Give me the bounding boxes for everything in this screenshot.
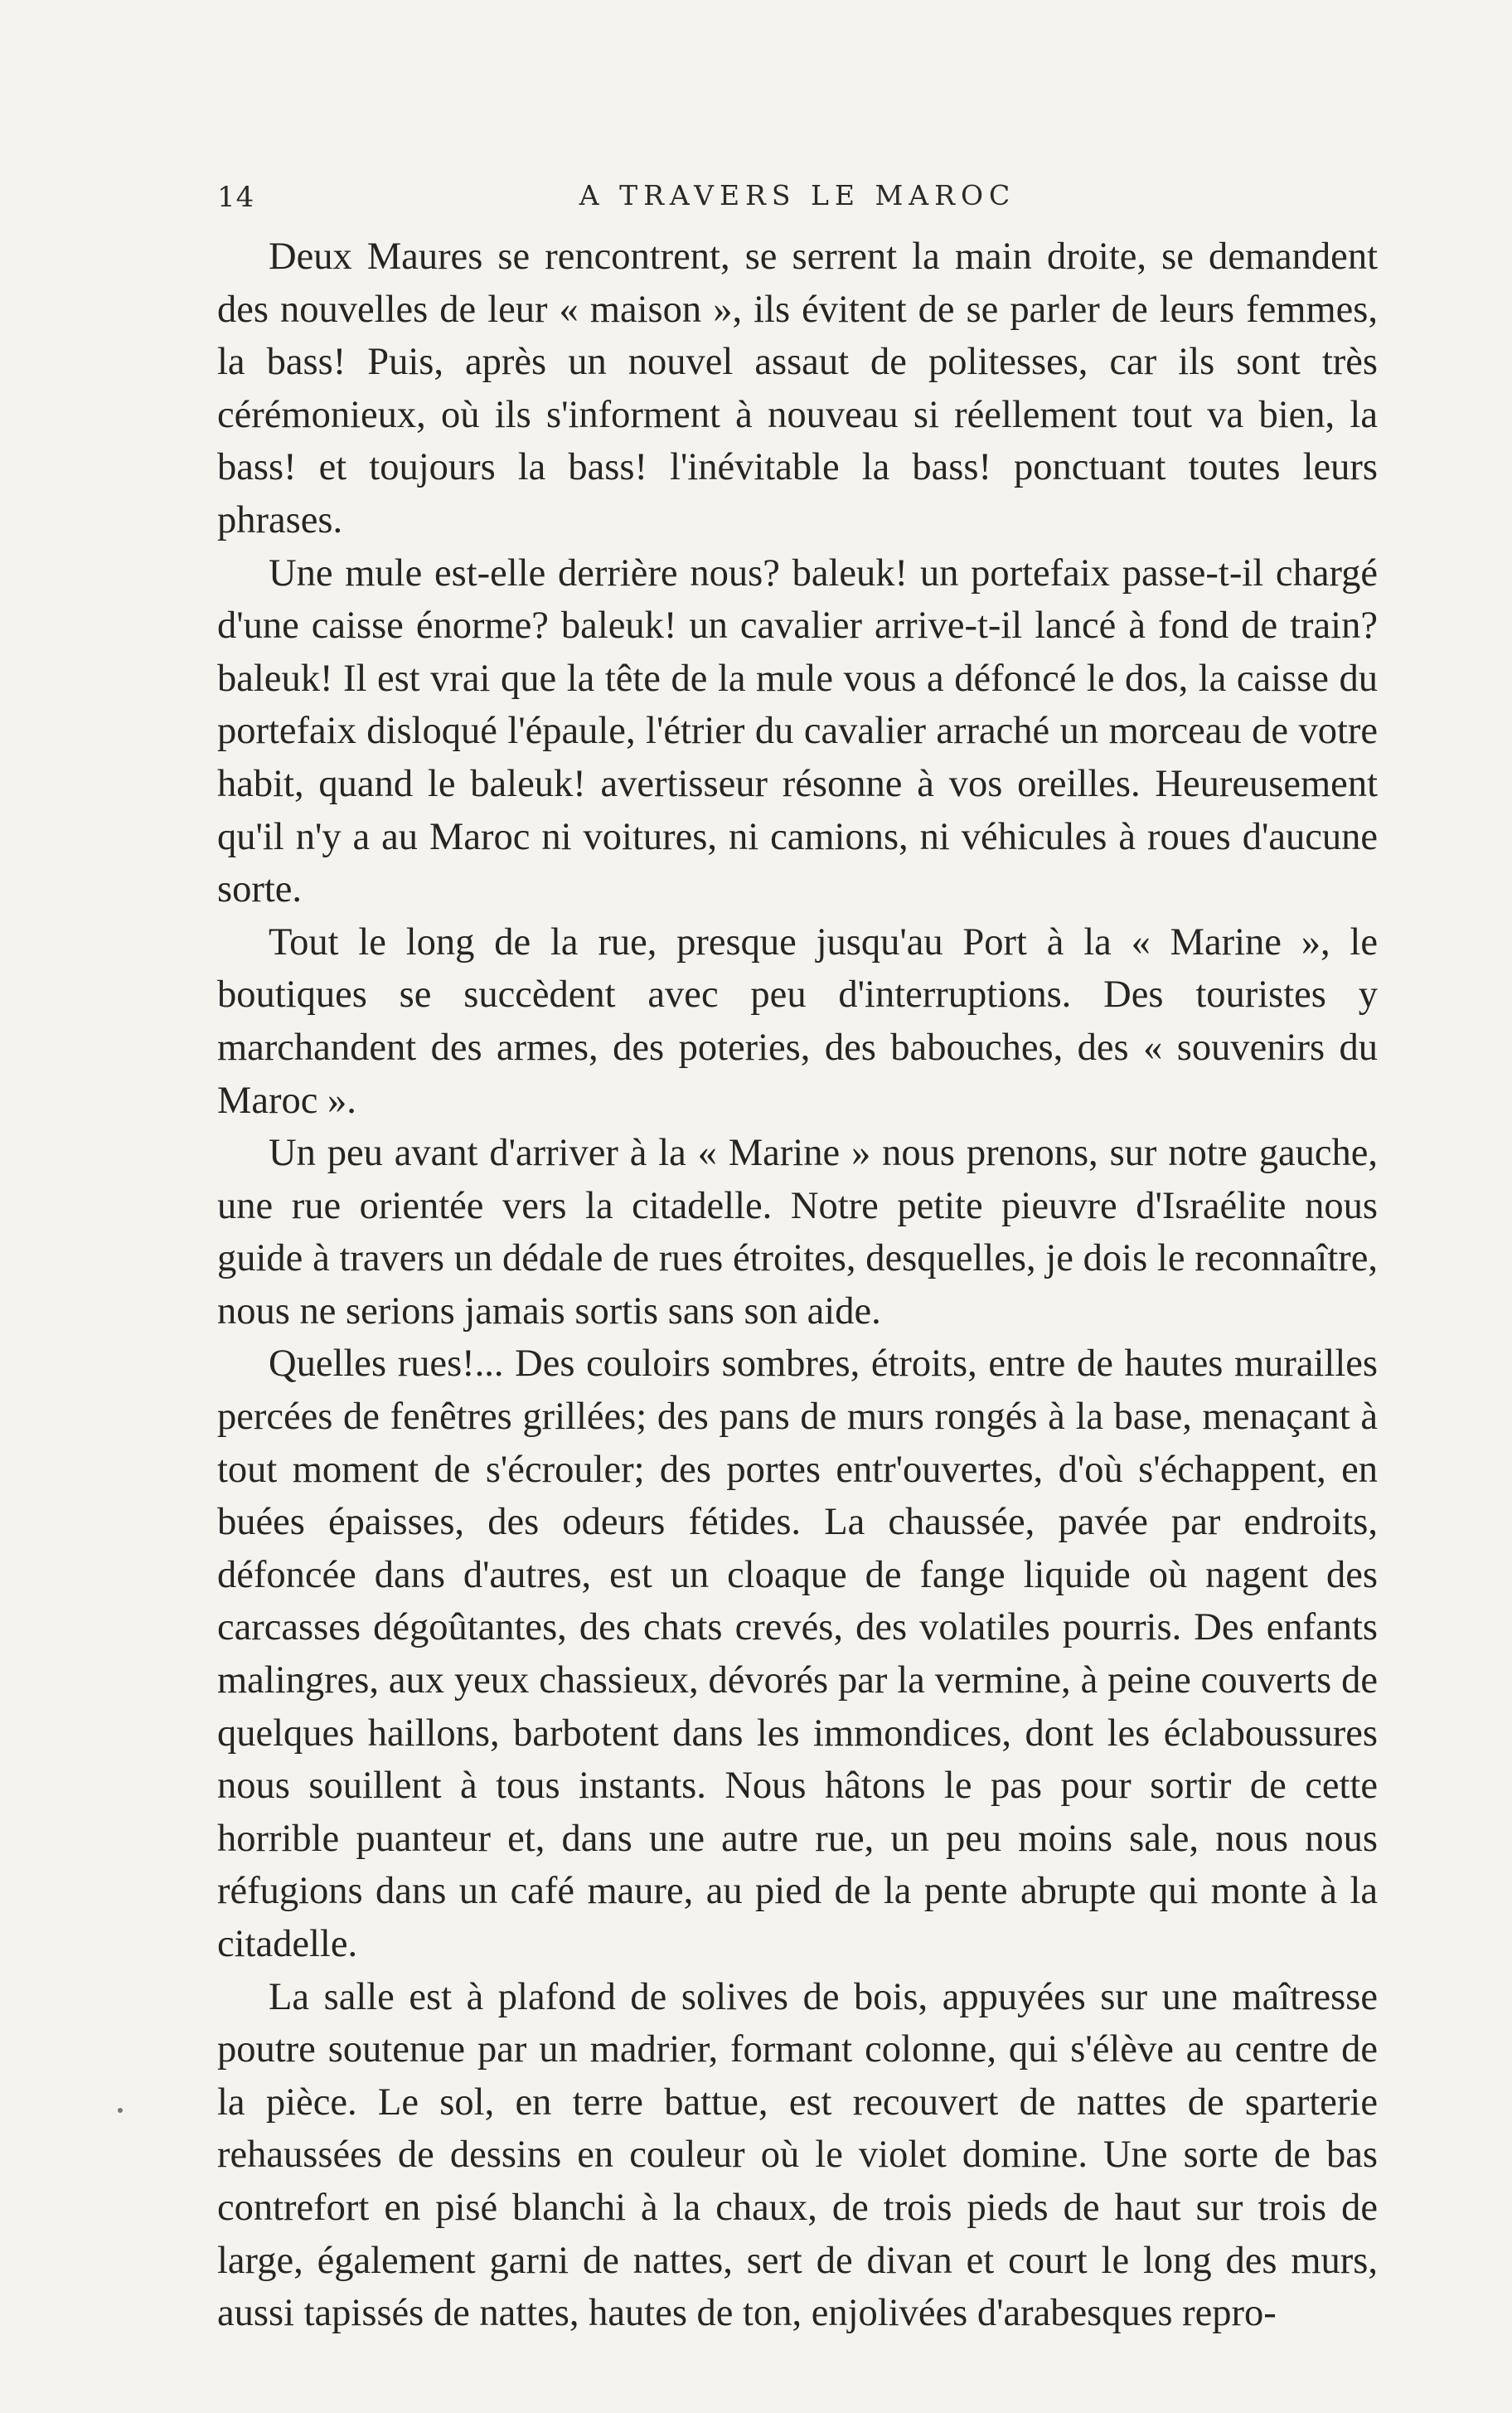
margin-speck bbox=[118, 2108, 123, 2113]
page-number: 14 bbox=[217, 181, 255, 214]
paragraph: Quelles rues!... Des couloirs sombres, étroits, entre de hautes murailles percées de fenêtres grillées; des pans de murs rongés à la base, menaçant à tout moment de s'écrouler; des portes entr'ouvertes, d'où s'échappent, en buées épaisses, des odeurs fétides. La chaussée, pavée par endroits, défoncée dans d'autres, est un cloaque de fange liquide où nagent des carcasses dégoûtantes, des chats crevés, des volatiles pourris. Des enfants malingres, aux yeux chassieux, dévorés par la vermine, à peine couverts de quelques haillons, barbotent dans les immondices, dont les éclaboussures nous souillent à tous instants. Nous hâtons le pas pour sortir de cette horrible puanteur et, dans une autre rue, un peu moins sale, nous nous réfugions dans un café maure, au pied de la pente abrupte qui monte à la citadelle. bbox=[217, 1342, 1378, 1965]
paragraph: La salle est à plafond de solives de bois, appuyées sur une maîtresse poutre soutenue par un madrier, formant colonne, qui s'élève au centre de la pièce. Le sol, en terre battue, est recouvert de nattes de sparterie rehaussées de dessins en couleur où le violet domine. Une sorte de bas contrefort en pisé blanchi à la chaux, de trois pieds de haut sur trois de large, également garni de nattes, sert de divan et court le long des murs, aussi tapissés de nattes, hautes de ton, enjolivées d'arabesques repro- bbox=[217, 1975, 1378, 2335]
paragraph: Deux Maures se rencontrent, se serrent la main droite, se demandent des nouvelles de leur « maison », ils évitent de se parler de leurs femmes, la bass! Puis, après un nouvel assaut de politesses, car ils sont très cérémonieux, où ils s'informent à nouveau si réellement tout va bien, la bass! et toujours la bass! l'inévitable la bass! ponctuant toutes leurs phrases. bbox=[217, 235, 1378, 541]
running-title: A TRAVERS LE MAROC bbox=[579, 179, 1016, 211]
paragraph: Une mule est-elle derrière nous? baleuk! un portefaix passe-t-il chargé d'une caisse énorme? baleuk! un cavalier arrive-t-il lancé à fond de train? baleuk! Il est vrai que la tête de la mule vous a défoncé le dos, la caisse du portefaix disloqué l'épaule, l'étrier du cavalier arraché un morceau de votre habit, quand le baleuk! avertisseur résonne à vos oreilles. Heureusement qu'il n'y a au Maroc ni voitures, ni camions, ni véhicules à roues d'aucune sorte. bbox=[217, 551, 1378, 911]
paragraph: Tout le long de la rue, presque jusqu'au Port à la « Marine », le boutiques se succèdent avec peu d'interruptions. Des touristes y marchandent des armes, des poteries, des babouches, des « souvenirs du Maroc ». bbox=[217, 920, 1378, 1122]
paragraph: Un peu avant d'arriver à la « Marine » nous prenons, sur notre gauche, une rue orientée vers la citadelle. Notre petite pieuvre d'Israélite nous guide à travers un dédale de rues étroites, desquelles, je dois le reconnaître, nous ne serions jamais sortis sans son aide. bbox=[217, 1132, 1378, 1333]
body-text bbox=[217, 231, 1378, 2340]
page-header bbox=[217, 174, 1378, 224]
